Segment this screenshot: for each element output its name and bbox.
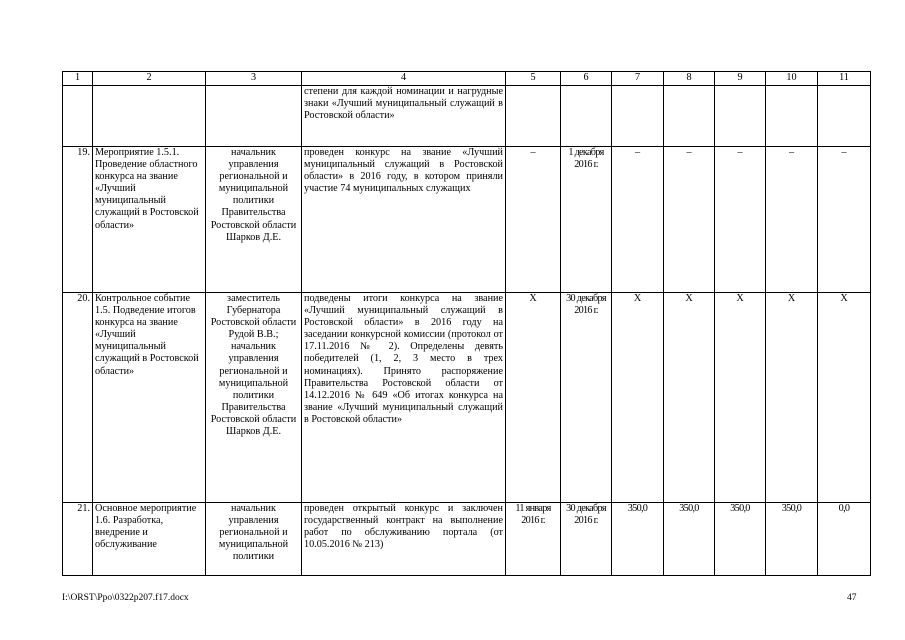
- header-cell: 10: [766, 72, 818, 86]
- value-cell: –: [664, 147, 715, 293]
- value-cell: [818, 503, 871, 576]
- value-cell: [612, 503, 664, 576]
- result-text: проведен конкурс на звание «Лучший муниципальный служащий в Ростовской области» в 2016 году, в котором приняли участие 74 муниципальных служащих: [302, 147, 506, 293]
- actual-date: [561, 503, 612, 576]
- event-name: Мероприятие 1.5.1. Проведение областного конкурса на звание «Лучший муниципальный служащий в Ростовской области»: [93, 147, 206, 293]
- header-cell: 2: [93, 72, 206, 86]
- actual-date: [561, 86, 612, 147]
- value-text: 350,0: [627, 503, 648, 514]
- plan-date: [506, 86, 561, 147]
- value-cell: [818, 86, 871, 147]
- value-cell: [766, 86, 818, 147]
- plan-date-text: 11 января 2016 г.: [515, 503, 551, 527]
- value-cell: Х: [818, 293, 871, 503]
- value-cell: Х: [612, 293, 664, 503]
- event-name: [93, 86, 206, 147]
- table-row: [63, 86, 871, 147]
- page-number: 47: [847, 593, 857, 603]
- header-cell: 8: [664, 72, 715, 86]
- header-cell: 9: [715, 72, 766, 86]
- actual-date-text: 30 декабря 2016 г.: [566, 503, 606, 527]
- event-name: Контрольное событие 1.5. Подведение итогов конкурса на звание «Лучший муниципальный служащий в Ростовской области»: [93, 293, 206, 503]
- value-text: 350,0: [781, 503, 802, 514]
- header-cell: 3: [206, 72, 302, 86]
- table-row: [63, 147, 871, 293]
- value-cell: –: [818, 147, 871, 293]
- actual-date-text: 30 декабря 2016 г.: [566, 293, 606, 317]
- header-cell: 11: [818, 72, 871, 86]
- value-cell: –: [766, 147, 818, 293]
- plan-date: –: [506, 147, 561, 293]
- executor: начальник управления региональной и муниципальной политики Правительства Ростовской области Шарков Д.Е.: [206, 147, 302, 293]
- value-cell: [715, 86, 766, 147]
- value-cell: –: [612, 147, 664, 293]
- table-body: [63, 72, 871, 576]
- value-cell: [664, 503, 715, 576]
- value-cell: [664, 86, 715, 147]
- result-text: степени для каждой номинации и нагрудные знаки «Лучший муниципальный служащий в Ростовской области»: [302, 86, 506, 147]
- header-row: [63, 72, 871, 86]
- executor: начальник управления региональной и муниципальной политики: [206, 503, 302, 576]
- value-cell: [766, 503, 818, 576]
- row-number: 21.: [63, 503, 93, 576]
- result-text: подведены итоги конкурса на звание «Лучший муниципальный служащий в Ростовской области» в 2016 году на заседании конкурсной комиссии (протокол от 17.11.2016 № 2). Определены девять победителей (1, 2, 3 место в трех номинациях). Принято распоряжение Правительства Ростовской области от 14.12.2016 № 649 «Об итогах конкурса на звание «Лучший муниципальный служащий в Ростовской области»: [302, 293, 506, 503]
- actual-date: [561, 293, 612, 503]
- table-row: [63, 293, 871, 503]
- header-cell: 7: [612, 72, 664, 86]
- executor: заместитель Губернатора Ростовской области Рудой В.В.; начальник управления региональной и муниципальной политики Правительства Ростовской области Шарков Д.Е.: [206, 293, 302, 503]
- row-number: [63, 86, 93, 147]
- header-cell: 5: [506, 72, 561, 86]
- row-number: 19.: [63, 147, 93, 293]
- header-cell: 1: [63, 72, 93, 86]
- value-cell: –: [715, 147, 766, 293]
- footer-file-path: I:\ORST\Ppo\0322p207.f17.docx: [62, 593, 189, 603]
- value-cell: Х: [766, 293, 818, 503]
- value-cell: Х: [715, 293, 766, 503]
- table-row: [63, 503, 871, 576]
- value-cell: Х: [664, 293, 715, 503]
- report-table: [62, 71, 871, 576]
- value-text: 350,0: [679, 503, 699, 514]
- plan-date: [506, 503, 561, 576]
- actual-date-text: 1 декабря 2016 г.: [568, 147, 604, 171]
- header-cell: 6: [561, 72, 612, 86]
- value-text: 0,0: [838, 503, 850, 514]
- actual-date: [561, 147, 612, 293]
- value-cell: [715, 503, 766, 576]
- value-text: 350,0: [730, 503, 750, 514]
- result-text: проведен открытый конкурс и заключен государственный контракт на выполнение работ по обслуживанию портала (от 10.05.2016 № 213): [302, 503, 506, 576]
- header-cell: 4: [302, 72, 506, 86]
- executor: [206, 86, 302, 147]
- value-cell: [612, 86, 664, 147]
- row-number: 20.: [63, 293, 93, 503]
- plan-date: Х: [506, 293, 561, 503]
- event-name: Основное мероприятие 1.6. Разработка, внедрение и обслуживание: [93, 503, 206, 576]
